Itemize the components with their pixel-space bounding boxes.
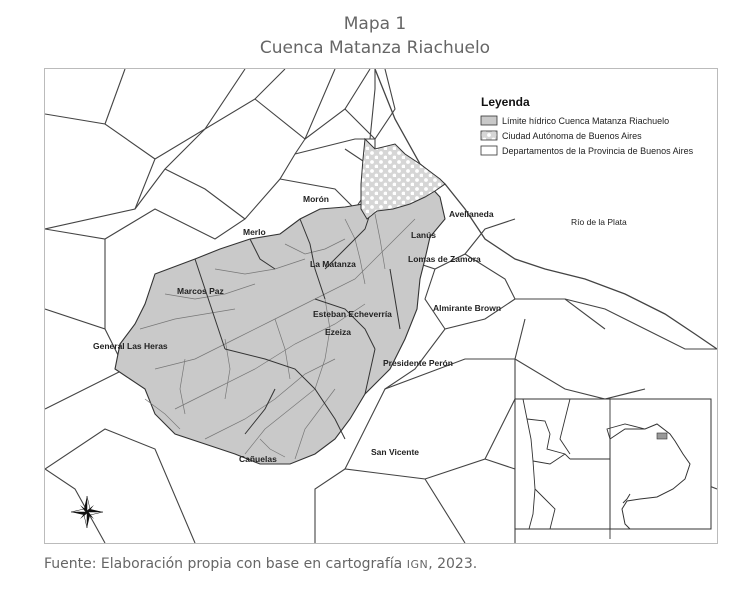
label-san-vicente: San Vicente <box>371 447 420 457</box>
legend-title: Leyenda <box>481 95 530 109</box>
legend-swatch-caba <box>481 131 497 140</box>
legend-label-basin: Límite hídrico Cuenca Matanza Riachuelo <box>502 116 670 126</box>
inset-map <box>515 399 711 539</box>
legend-label-caba: Ciudad Autónoma de Buenos Aires <box>502 131 642 141</box>
source-suffix: , 2023. <box>428 556 478 572</box>
source-org: IGN <box>406 558 429 571</box>
legend-swatch-departments <box>481 146 497 155</box>
label-moron: Morón <box>303 194 329 204</box>
compass-rose-icon <box>71 496 103 528</box>
legend-label-departments: Departamentos de la Provincia de Buenos Aires <box>502 146 694 156</box>
basin-area <box>115 181 445 464</box>
label-general-las-heras: General Las Heras <box>93 341 168 351</box>
label-lanus: Lanús <box>411 230 437 240</box>
label-rio-de-la-plata: Río de la Plata <box>571 217 627 227</box>
label-marcos-paz: Marcos Paz <box>177 286 224 296</box>
map-frame <box>44 68 718 544</box>
label-ezeiza: Ezeiza <box>325 327 351 337</box>
label-canuelas: Cañuelas <box>239 454 277 464</box>
map-canvas <box>45 69 717 543</box>
label-almirante-brown: Almirante Brown <box>433 303 502 313</box>
inset-basin-marker <box>657 433 667 439</box>
label-lomas-de-zamora: Lomas de Zamora <box>408 254 481 264</box>
source-prefix: Fuente: Elaboración propia con base en cartografía <box>44 556 407 572</box>
label-merlo: Merlo <box>243 227 266 237</box>
legend-swatch-basin <box>481 116 497 125</box>
map-title: Cuenca Matanza Riachuelo <box>259 38 491 58</box>
label-presidente-peron: Presidente Perón <box>383 358 453 368</box>
legend <box>481 95 694 156</box>
source-note <box>44 556 477 572</box>
label-avellaneda: Avellaneda <box>449 209 494 219</box>
label-la-matanza: La Matanza <box>310 259 356 269</box>
label-esteban-echeverria: Esteban Echeverría <box>313 309 392 319</box>
map-number: Mapa 1 <box>343 14 407 34</box>
